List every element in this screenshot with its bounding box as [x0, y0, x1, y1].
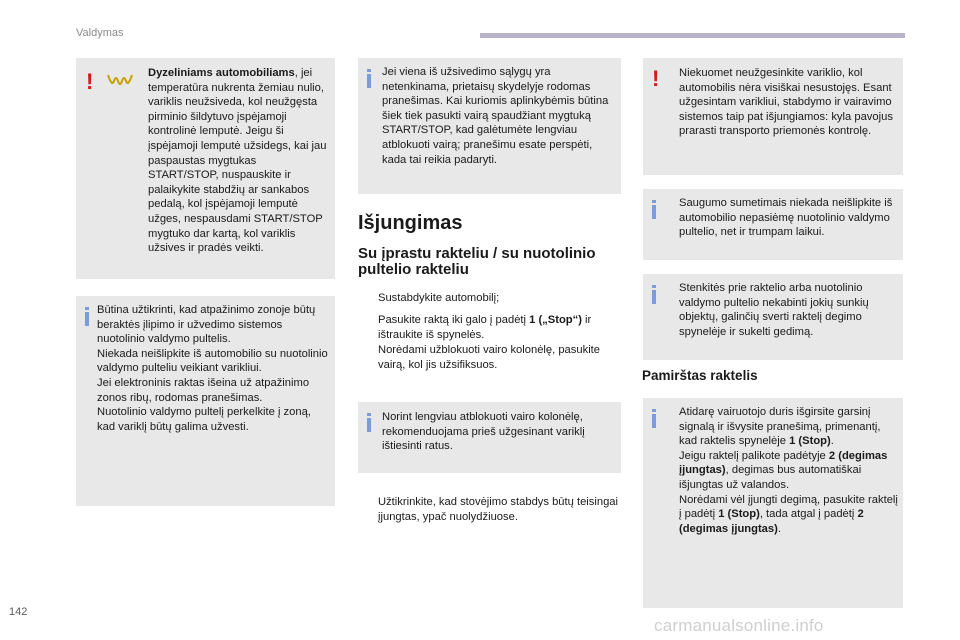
step-parking-brake: Užtikrinkite, kad stovėjimo stabdys būtų teisingai įjungtas, ypač nuolydžiuose.	[378, 496, 619, 523]
start-condition-info-text: Jei viena iš užsivedimo sąlygų yra netenkinama, prietaisų skydelyje rodomas pranešimas. Kai kuriomis aplinkybėmis būtina šiek tiek pasukti vairą spaudžiant mygtuką START/STOP, kad galėtumėte lengviau atblokuoti vairą; pranešimu esate perspėti, kada tai reikia padaryti.	[382, 66, 609, 166]
start-condition-info-box	[358, 58, 621, 194]
heavy-objects-info-text: Stenkitės prie raktelio arba nuotolinio valdymo pultelio nekabinti jokių sunkių objektų, galinčių sverti raktelį degimo spynelėje ir sukelti gedimą.	[679, 282, 869, 338]
info-icon	[652, 205, 656, 219]
warning-exclamation-icon: !	[86, 69, 94, 94]
engine-off-warning-box	[643, 58, 903, 175]
section-heading: Išjungimas	[358, 212, 463, 234]
key-subheading: Su įprastu rakteliu / su nuotolinio pultelio rakteliu	[358, 245, 596, 278]
forgotten-key-info-text: Atidarę vairuotojo duris išgirsite garsinį signalą ir išvysite pranešimą, primenantį, kad raktelis spynelėje 1 (Stop). Jeigu raktelį palikote padėtyje 2 (degimas įjungtas), degimas bus automatiškai išjungtas už valandos. Norėdami vėl įjungti degimą, pasukite raktelį į padėtį 1 (Stop), tada atgal į padėtį 2 (degimas įjungtas).	[679, 406, 898, 535]
warning-exclamation-icon: !	[652, 66, 660, 91]
info-icon	[652, 290, 656, 304]
straighten-wheels-info-box	[358, 402, 621, 473]
heavy-objects-info-box	[643, 274, 903, 360]
step-stop-vehicle: Sustabdykite automobilį;	[378, 292, 500, 304]
info-icon	[85, 312, 89, 326]
keep-remote-info-box	[643, 189, 903, 260]
page-number: 142	[9, 606, 28, 618]
step-turn-key: Pasukite raktą iki galo į padėtį 1 („Stop“) ir ištraukite iš spynelės.	[378, 314, 592, 341]
remote-zone-info-text: Būtina užtikrinti, kad atpažinimo zonoje būtų beraktės įlipimo ir užvedimo sistemos nuotolinio valdymo pultelis. Niekada neišlipkite iš automobilio su nuotolinio valdymo pulteliu veikiant varikliui. Jei elektroninis raktas išeina už atpažinimo zonos ribų, rodomas pranešimas. Nuotolinio valdymo pultelį perkelkite į zoną, kad variklį būtų galima užvesti.	[97, 304, 328, 433]
preheating-warning-box	[76, 58, 335, 279]
info-icon	[367, 418, 371, 432]
glow-plug-icon	[106, 73, 134, 91]
info-icon	[367, 74, 371, 88]
header-rule	[480, 33, 905, 38]
straighten-wheels-info-text: Norint lengviau atblokuoti vairo kolonėlę, rekomenduojama prieš užgesinant variklį ištiesinti ratus.	[382, 411, 585, 453]
forgotten-key-heading: Pamirštas raktelis	[642, 368, 758, 383]
keep-remote-info-text: Saugumo sumetimais niekada neišlipkite iš automobilio nepasiėmę nuotolinio valdymo pultelio, net ir trumpam laikui.	[679, 197, 893, 239]
step-lock-column: Norėdami užblokuoti vairo kolonėlę, pasukite vairą, kol jis užsifiksuos.	[378, 344, 601, 371]
preheating-warning-text: Dyzeliniams automobiliams, jei temperatūra nukrenta žemiau nulio, variklis neužsiveda, kol neužgęsta pirminio šildytuvo įspėjamoji kontrolinė lemputė. Jeigu ši įspėjamoji lemputė užsidegs, kai jau paspaustas mygtukas START/STOP, nuspauskite ir palaikykite stabdžių ar sankabos pedalą, kol įspėjamoji lemputė užges, nespausdami START/STOP mygtuko dar kartą, kol variklis užsives ir pradės veikti.	[148, 67, 327, 255]
watermark: carmanualsonline.info	[654, 616, 824, 635]
info-icon	[652, 414, 656, 428]
forgotten-key-info-box	[643, 398, 903, 608]
section-label: Valdymas	[76, 27, 124, 39]
remote-zone-info-box	[76, 296, 335, 506]
engine-off-warning-text: Niekuomet neužgesinkite variklio, kol automobilis nėra visiškai nesustojęs. Esant užgesintam varikliui, stabdymo ir vairavimo sistemos taip pat išjungiamos: kyla pavojus prarasti transporto priemonės kontrolę.	[679, 67, 893, 138]
